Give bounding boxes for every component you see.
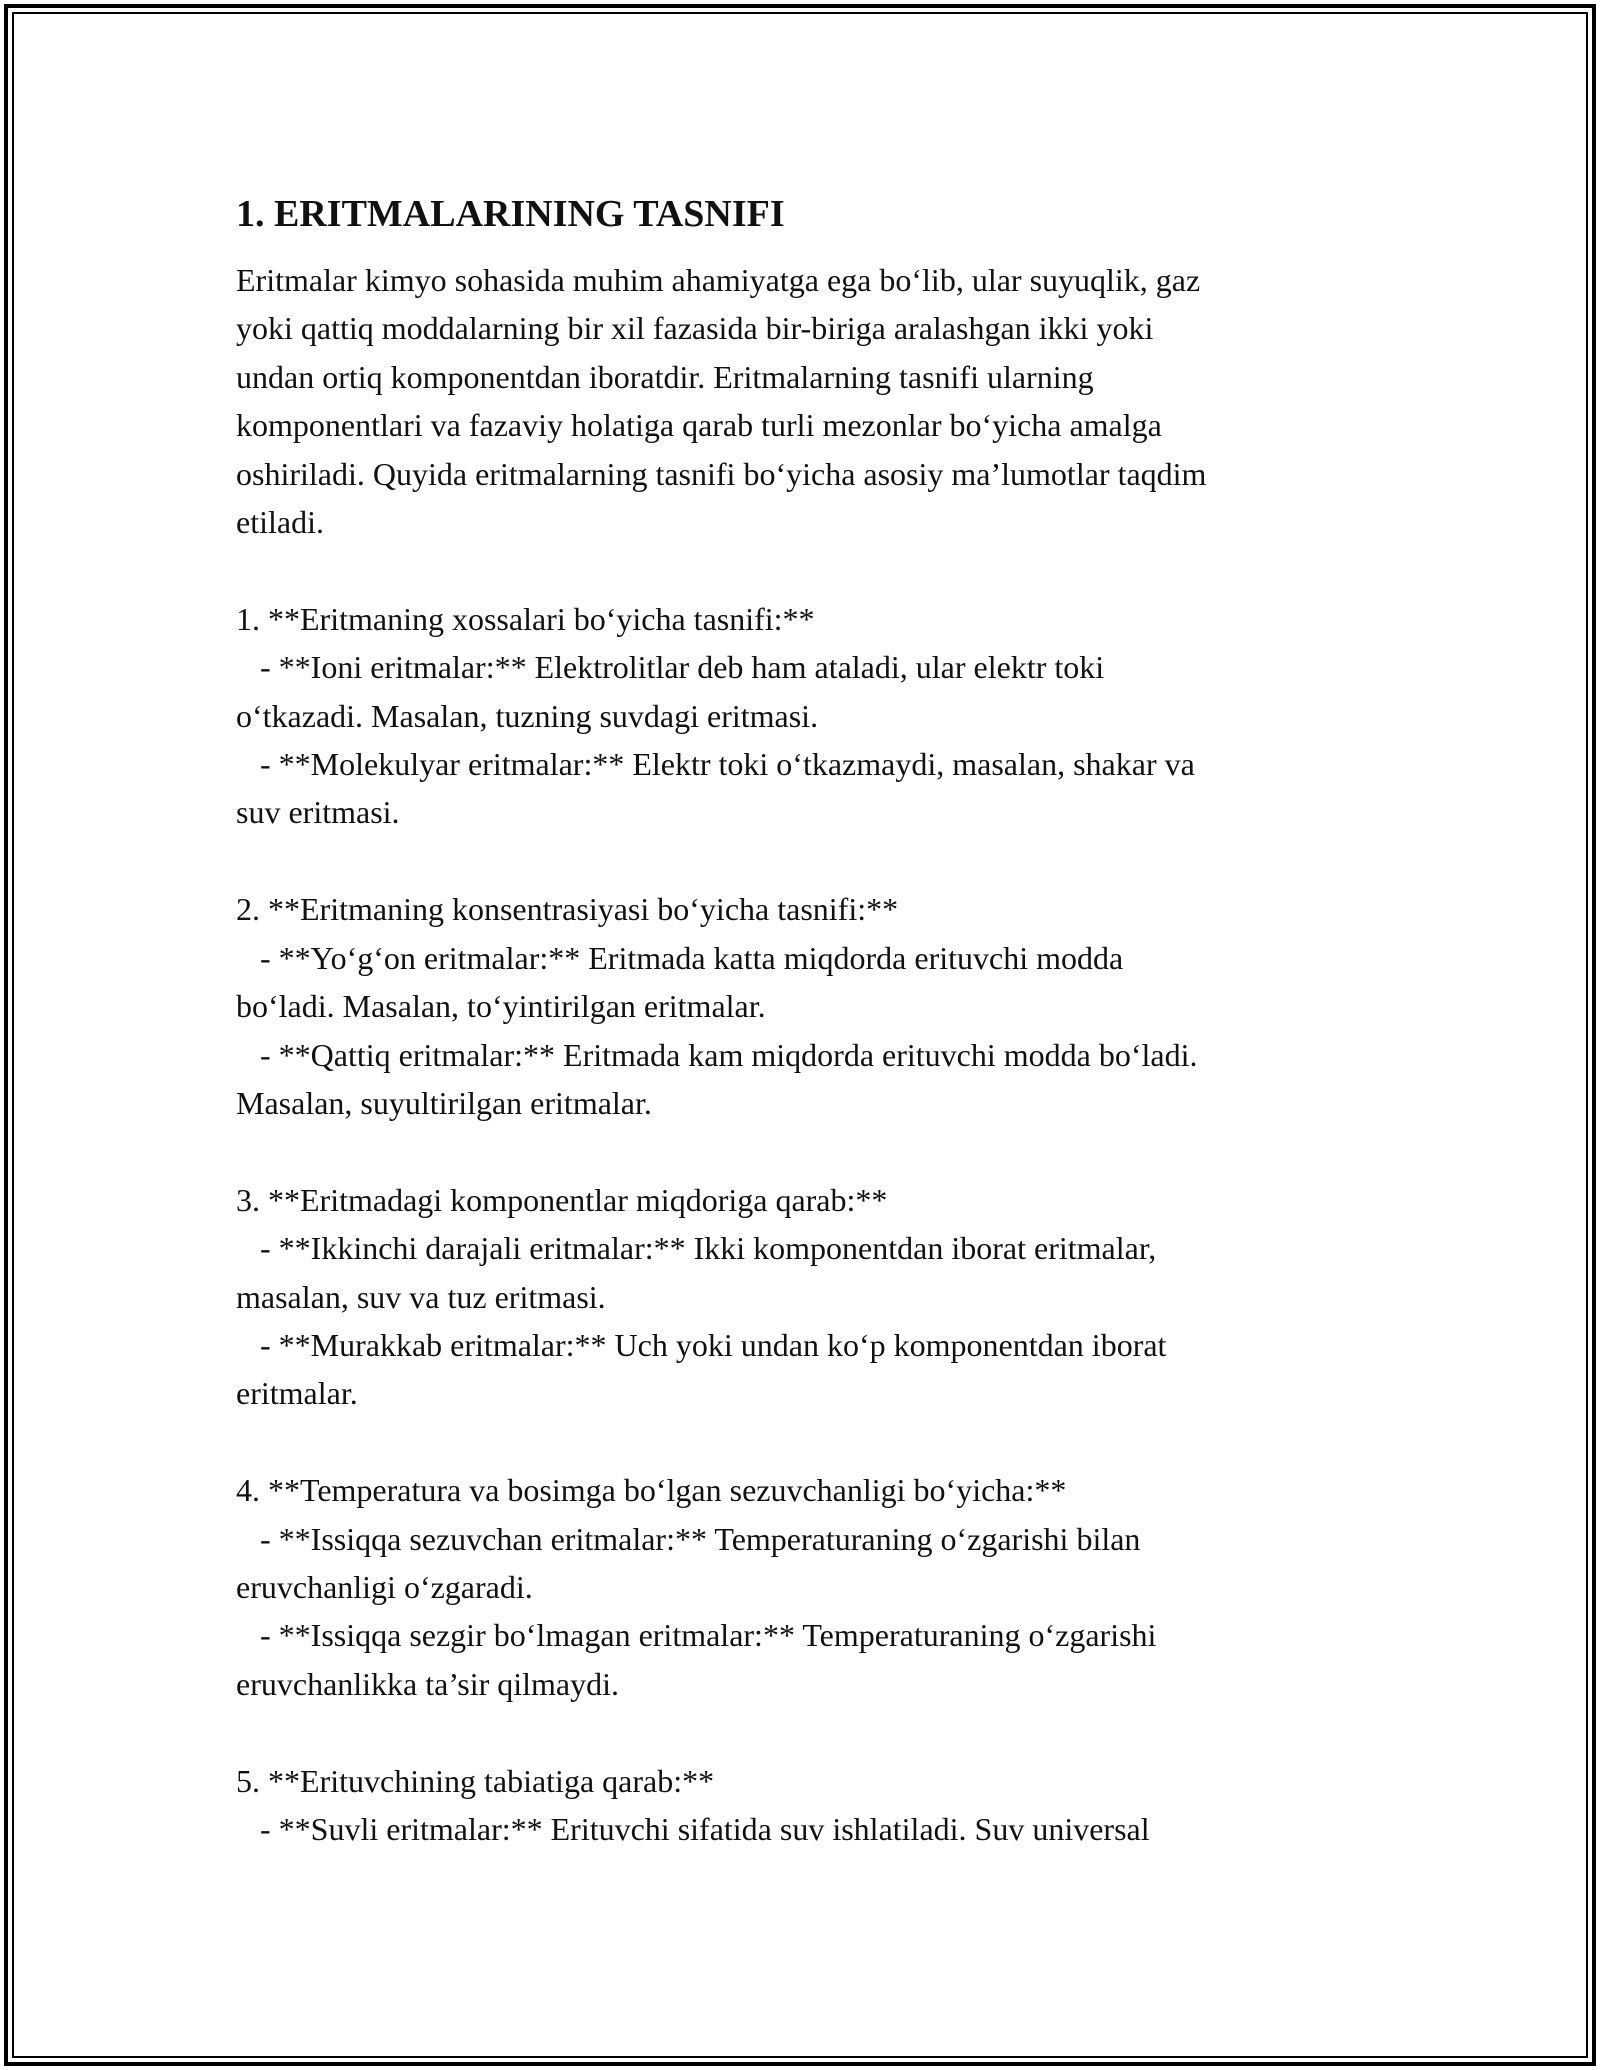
section-3-item-2: - **Murakkab eritmalar:** Uch yoki undan ko‘p komponentdan iborat eritmalar. <box>236 1326 1167 1412</box>
section-4-item-1: - **Issiqqa sezuvchan eritmalar:** Temperaturaning o‘zgarishi bilan eruvchanligi o‘zgaradi. <box>236 1520 1141 1605</box>
section-1-title: 1. **Eritmaning xossalari bo‘yicha tasnifi:** <box>236 600 815 637</box>
section-4-title: 4. **Temperatura va bosimga bo‘lgan sezuvchanligi bo‘yicha:** <box>236 1472 1067 1509</box>
blank-line <box>236 1127 1366 1175</box>
section-4-item-2: - **Issiqqa sezgir bo‘lmagan eritmalar:** Temperaturaning o‘zgarishi eruvchanlikka ta’sir qilmaydi. <box>236 1617 1157 1702</box>
section-2-item-1: - **Yo‘g‘on eritmalar:** Eritmada katta miqdorda erituvchi modda bo‘ladi. Masalan, to‘yintirilgan eritmalar. <box>236 939 1124 1025</box>
intro-paragraph: Eritmalar kimyo sohasida muhim ahamiyatga ega bo‘lib, ular suyuqlik, gaz yoki qattiq moddalarning bir xil fazasida bir-biriga aralashgan ikki yoki undan ortiq komponentdan iboratdir. Eritmalarning tasnifi ularning komponentlari va fazaviy holatiga qarab turli mezonlar bo‘yicha amalga oshiriladi. Quyida eritmalarning tasnifi bo‘yicha asosiy ma’lumotlar taqdim etiladi. <box>236 262 1207 541</box>
section-5-title: 5. **Erituvchining tabiatiga qarab:** <box>236 1762 715 1799</box>
section-2-title: 2. **Eritmaning konsentrasiyasi bo‘yicha tasnifi:** <box>236 891 899 928</box>
blank-line <box>236 546 1366 594</box>
blank-line <box>236 1708 1366 1756</box>
section-5-item-1: - **Suvli eritmalar:** Erituvchi sifatida suv ishlatiladi. Suv universal <box>236 1811 1150 1847</box>
section-1-item-1: - **Ioni eritmalar:** Elektrolitlar deb ham ataladi, ular elektr toki o‘tkazadi. Masalan, tuzning suvdagi eritmasi. <box>236 649 1105 734</box>
section-3-item-1: - **Ikkinchi darajali eritmalar:** Ikki komponentdan iborat eritmalar, masalan, suv va tuz eritmasi. <box>236 1230 1157 1315</box>
document-body <box>236 186 1366 1853</box>
blank-line <box>236 837 1366 885</box>
section-1-item-2: - **Molekulyar eritmalar:** Elektr toki o‘tkazmaydi, masalan, shakar va suv eritmasi. <box>236 746 1195 831</box>
blank-line <box>236 1418 1366 1466</box>
section-2-item-2: - **Qattiq eritmalar:** Eritmada kam miqdorda erituvchi modda bo‘ladi. Masalan, suyultirilgan eritmalar. <box>236 1036 1198 1121</box>
document-heading: 1. ERITMALARINING TASNIFI <box>236 193 785 235</box>
section-3-title: 3. **Eritmadagi komponentlar miqdoriga qarab:** <box>236 1181 888 1218</box>
